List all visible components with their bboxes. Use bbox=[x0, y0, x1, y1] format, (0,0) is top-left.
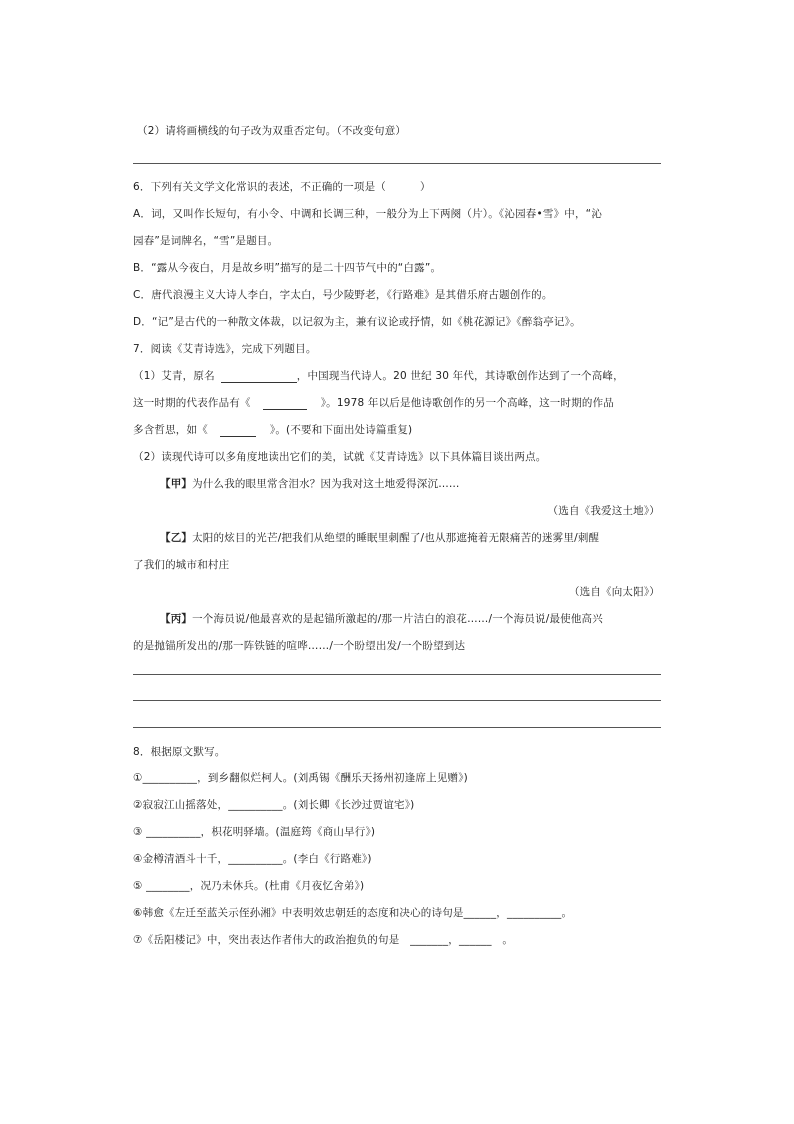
q6-option-b: B．“露从今夜白，月是故乡明”描写的是二十四节气中的“白露”。 bbox=[133, 262, 442, 274]
q8-line-1 bbox=[133, 771, 468, 785]
q8-stem: 8．根据原文默写。 bbox=[133, 746, 226, 758]
fill-blank-early-work[interactable] bbox=[263, 397, 307, 410]
answer-line[interactable] bbox=[133, 727, 661, 728]
q8-l4-text-c: 。(李白《行路难》) bbox=[282, 853, 372, 865]
q6-option-a-line1: A．词，又叫作长短句，有小令、中调和长调三种，一般分为上下两阕（片）。《沁园春•雪》中，“沁 bbox=[133, 208, 603, 220]
q7-p1-text-f: 》。(不要和下面出处诗篇重复) bbox=[269, 424, 413, 436]
q7-part1-line2 bbox=[133, 396, 614, 410]
q8-l5-num: ⑤ bbox=[133, 880, 147, 892]
q8-line-3 bbox=[133, 825, 375, 839]
q8-l1-text: ，到乡翻似烂柯人。(刘禹锡《酬乐天扬州初逢席上见赠》) bbox=[197, 772, 468, 784]
fill-blank[interactable]: _______ bbox=[410, 934, 449, 946]
q7-part1-line3 bbox=[133, 423, 412, 437]
q7-p1-text-e: 多含哲思，如《 bbox=[133, 424, 208, 436]
fill-blank[interactable]: __________ bbox=[146, 826, 201, 838]
q7-p1-text-d: 》。1978 年以后是他诗歌创作的另一个高峰，这一时期的作品 bbox=[320, 397, 615, 409]
q6-option-c: C．唐代浪漫主义大诗人李白，字太白，号少陵野老，《行路难》是其借乐府古题创作的。 bbox=[133, 289, 553, 301]
excerpt-label-bing: 【丙】 bbox=[160, 613, 193, 625]
q5-part2-prompt: （2）请将画横线的句子改为双重否定句。（不改变句意） bbox=[137, 125, 407, 137]
poem-excerpt-yi-line2: 了我们的城市和村庄 bbox=[133, 559, 230, 571]
q6-option-a-line2: 园春”是词牌名，“雪”是题目。 bbox=[133, 235, 279, 247]
answer-line[interactable] bbox=[133, 700, 661, 701]
q8-line-5 bbox=[133, 879, 364, 893]
fill-blank[interactable]: ______ bbox=[458, 934, 492, 946]
q8-l7-comma: ， bbox=[448, 934, 459, 946]
poem-excerpt-jia bbox=[160, 477, 460, 491]
q8-l1-num: ① bbox=[133, 772, 143, 784]
fill-blank-original-name[interactable] bbox=[221, 370, 297, 383]
q6-stem bbox=[133, 180, 431, 194]
excerpt-label-yi: 【乙】 bbox=[160, 532, 193, 544]
q6-stem-text: 6．下列有关文学文化常识的表述，不正确的一项是（ bbox=[133, 181, 386, 193]
answer-line[interactable] bbox=[133, 674, 661, 675]
q8-l3-num: ③ bbox=[133, 826, 147, 838]
fill-blank[interactable]: __________ bbox=[228, 853, 283, 865]
q8-l3-text: ，枳花明驿墙。(温庭筠《商山早行》) bbox=[200, 826, 376, 838]
fill-blank[interactable]: __________ bbox=[228, 799, 283, 811]
poem-excerpt-yi-line1 bbox=[160, 531, 599, 545]
q7-p1-text-c: 这一时期的代表作品有《 bbox=[133, 397, 251, 409]
q8-l7-text-a: ⑦《岳阳楼记》中，突出表达作者伟大的政治抱负的句是 bbox=[133, 934, 411, 946]
q7-part1-line1 bbox=[133, 369, 624, 383]
q8-line-6: ⑥韩愈《左迁至蓝关示侄孙湘》中表明效忠朝廷的态度和决心的诗句是______，__________。 bbox=[133, 907, 573, 919]
q8-line-4 bbox=[133, 852, 372, 866]
q8-l2-text-a: ②寂寂江山摇落处， bbox=[133, 799, 229, 811]
poem-excerpt-bing-line1 bbox=[160, 612, 603, 626]
excerpt-source-jia: （选自《我爱这土地》） bbox=[547, 505, 660, 517]
q7-stem: 7．阅读《艾青诗选》，完成下列题目。 bbox=[133, 343, 317, 355]
q8-l5-text: ，况乃未休兵。(杜甫《月夜忆舍弟》) bbox=[189, 880, 365, 892]
q6-stem-close: ） bbox=[419, 181, 431, 193]
q7-part2-prompt: （2）读现代诗可以多角度地读出它们的美，试就《艾青诗选》以下具体篇目谈出两点。 bbox=[133, 451, 547, 463]
q8-l2-text-c: 。(刘长卿《长沙过贾谊宅》) bbox=[282, 799, 415, 811]
poem-excerpt-bing-line2: 的是抛锚所发出的/那一阵铁链的喧哗……/一个盼望出发/一个盼望到达 bbox=[133, 640, 466, 652]
q7-p1-text-b: ，中国现当代诗人。20 世纪 30 年代，其诗歌创作达到了一个高峰， bbox=[296, 370, 624, 382]
excerpt-text-bing-1: 一个海员说/他最喜欢的是起锚所激起的/那一片洁白的浪花……/一个海员说/最使他高兴 bbox=[192, 613, 603, 625]
q6-option-d: D．“记”是古代的一种散文体裁，以记叙为主，兼有议论或抒情，如《桃花源记》《醉翁亭记》。 bbox=[133, 316, 581, 328]
fill-blank-later-work[interactable] bbox=[220, 424, 256, 437]
q7-p1-text-a: （1）艾青，原名 bbox=[133, 370, 215, 382]
q8-l4-text-a: ④金樽清酒斗十千， bbox=[133, 853, 229, 865]
excerpt-text-jia: 为什么我的眼里常含泪水？因为我对这土地爱得深沉…… bbox=[192, 478, 460, 490]
q8-line-2 bbox=[133, 798, 414, 812]
answer-line[interactable] bbox=[133, 163, 661, 164]
q8-line-7 bbox=[133, 933, 513, 947]
excerpt-label-jia: 【甲】 bbox=[160, 478, 193, 490]
fill-blank[interactable]: ________ bbox=[146, 880, 190, 892]
fill-blank[interactable]: __________ bbox=[142, 772, 198, 784]
excerpt-source-yi: （选自《向太阳》） bbox=[568, 586, 660, 598]
q8-l7-end: 。 bbox=[491, 934, 514, 946]
excerpt-text-yi-1: 太阳的炫目的光芒/把我们从绝望的睡眠里刺醒了/也从那遮掩着无限痛苦的迷雾里/刺醒 bbox=[192, 532, 600, 544]
